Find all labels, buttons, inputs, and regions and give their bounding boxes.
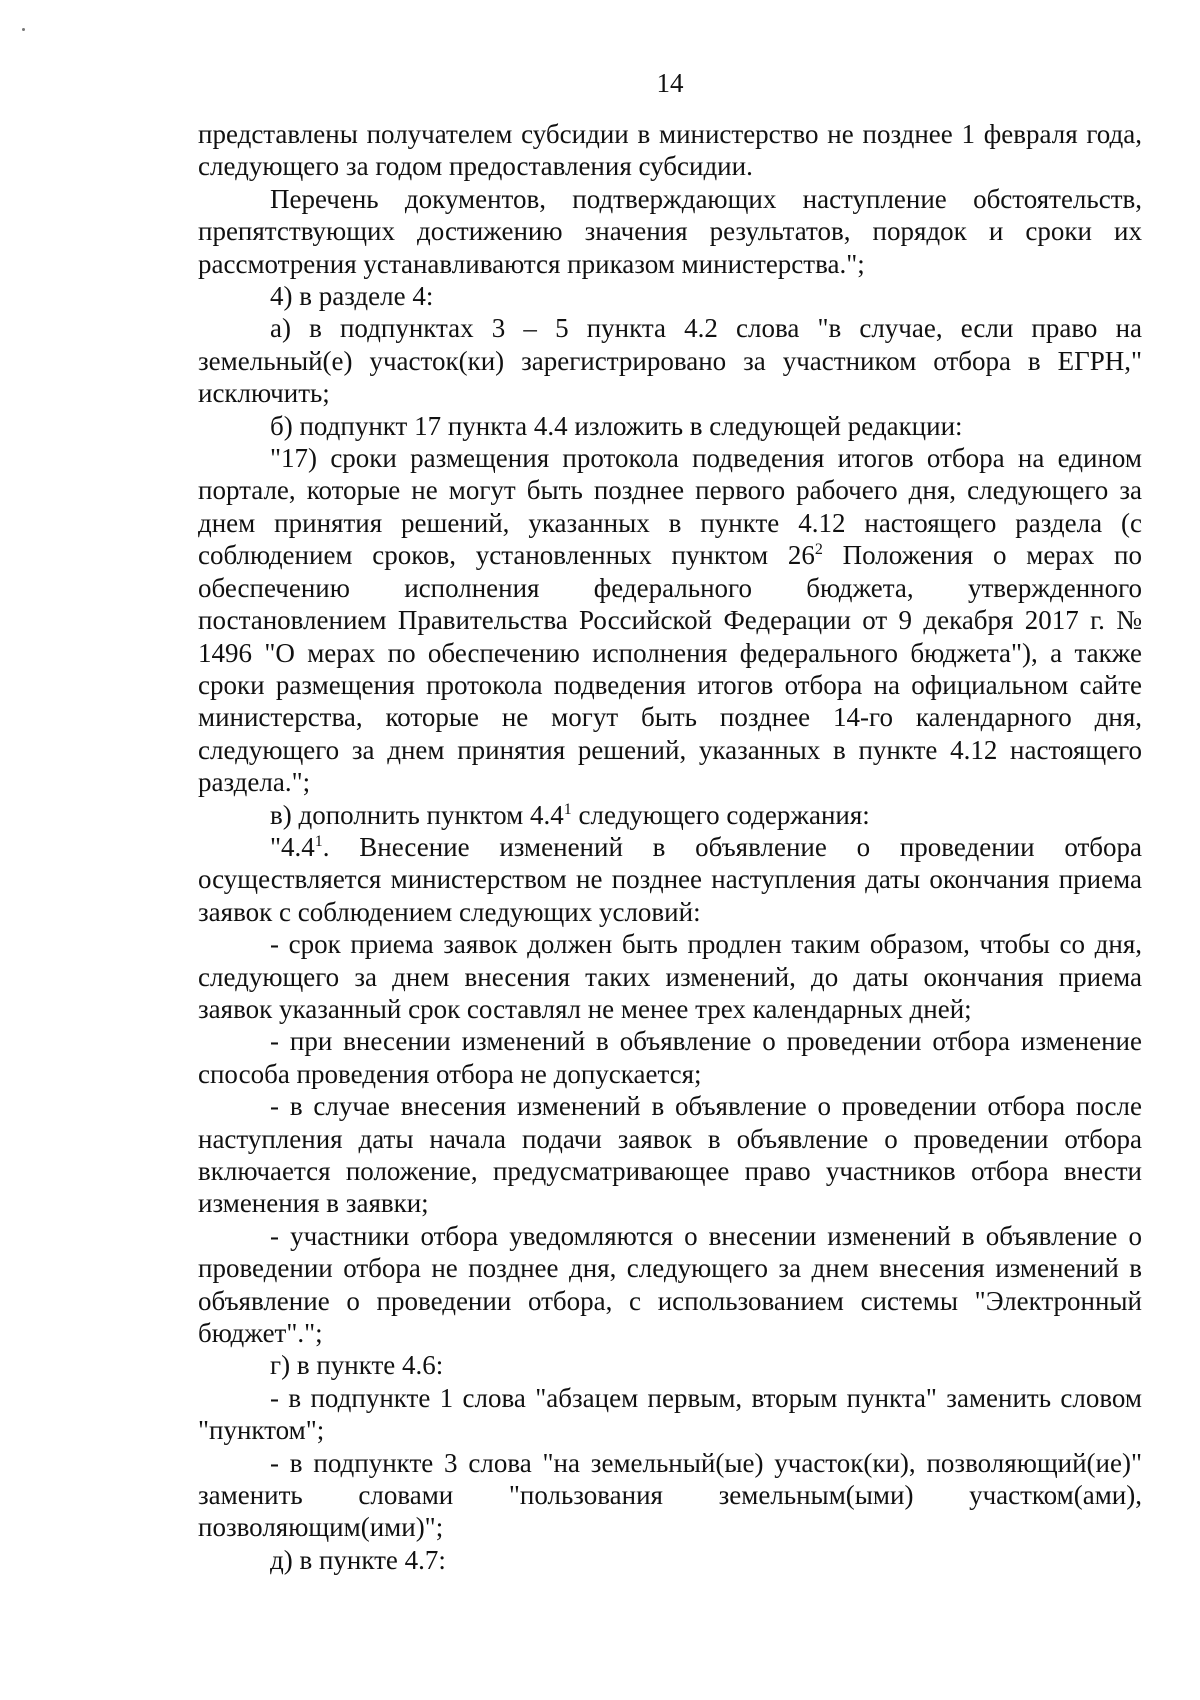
paragraph: - срок приема заявок должен быть продлен таким образом, чтобы со дня, следующего за днем внесения таких изменений, до даты окончания приема заявок указанный срок составлял не менее трех календарных дней; <box>198 929 1142 1024</box>
paragraph: б) подпункт 17 пункта 4.4 изложить в следующей редакции: <box>270 410 963 441</box>
paragraph: - участники отбора уведомляются о внесении изменений в объявление о проведении отбора не позднее дня, следующего за днем внесения изменений в объявление о проведении отбора, с использованием системы "Электронный бюджет"."; <box>198 1220 1142 1349</box>
paragraph: "17) сроки размещения протокола подведения итогов отбора на едином портале, которые не могут быть позднее первого рабочего дня, следующего за днем принятия решений, указанных в пункте 4.12 настоящего раздела (с соблюдением сроков, установленных пунктом $26^2$ Положения о мерах по обеспечению исполнения федерального бюджета, утвержденного постановлением Правительства Российской Федерации от 9 декабря 2017 г. № 1496 "О мерах по обеспечению исполнения федерального бюджета"), а также сроки размещения протокола подведения итогов отбора на официальном сайте министерства, которые не могут быть позднее 14-го календарного дня, следующего за днем принятия решений, указанных в пункте 4.12 настоящего раздела."; <box>198 443 1142 798</box>
superscript: 1 <box>314 832 323 850</box>
superscript: 1 <box>563 800 572 818</box>
paragraph: - в подпункте 1 слова "абзацем первым, вторым пункта" заменить словом "пунктом"; <box>198 1382 1142 1446</box>
scan-speck <box>22 28 25 31</box>
paragraph: - в подпункте 3 слова "на земельный(ые) участок(ки), позволяющий(ие)" заменить словами "пользования земельным(ыми) участком(ами), позволяющим(ими)"; <box>198 1447 1142 1543</box>
paragraph: 4) в разделе 4: <box>270 281 434 312</box>
document-body <box>198 118 1142 1576</box>
page-number: 14 <box>656 68 684 98</box>
paragraph: а) в подпунктах 3 – 5 пункта 4.2 слова "в случае, если право на земельный(е) участок(ки) зарегистрировано за участником отбора в ЕГРН," исключить; <box>198 313 1142 409</box>
paragraph: в) дополнить пунктом $4.4^1$ следующего содержания: <box>270 799 870 830</box>
superscript: 2 <box>814 541 823 559</box>
paragraph: - в случае внесения изменений в объявление о проведении отбора после наступления даты начала подачи заявок в объявление о проведении отбора включается положение, предусматривающее право участников отбора внести изменения в заявки; <box>198 1091 1142 1219</box>
paragraph: - при внесении изменений в объявление о проведении отбора изменение способа проведения отбора не допускается; <box>198 1026 1142 1089</box>
paragraph: "$4.4^1$. Внесение изменений в объявление о проведении отбора осуществляется министерством не позднее наступления даты окончания приема заявок с соблюдением следующих условий: <box>198 831 1142 927</box>
paragraph: представлены получателем субсидии в министерство не позднее 1 февраля года, следующего за годом предоставления субсидии. <box>198 119 1142 182</box>
paragraph: д) в пункте 4.7: <box>270 1544 446 1575</box>
paragraph: Перечень документов, подтверждающих наступление обстоятельств, препятствующих достижению значения результатов, порядок и сроки их рассмотрения устанавливаются приказом министерства."; <box>198 183 1142 279</box>
paragraph: г) в пункте 4.6: <box>270 1350 444 1381</box>
